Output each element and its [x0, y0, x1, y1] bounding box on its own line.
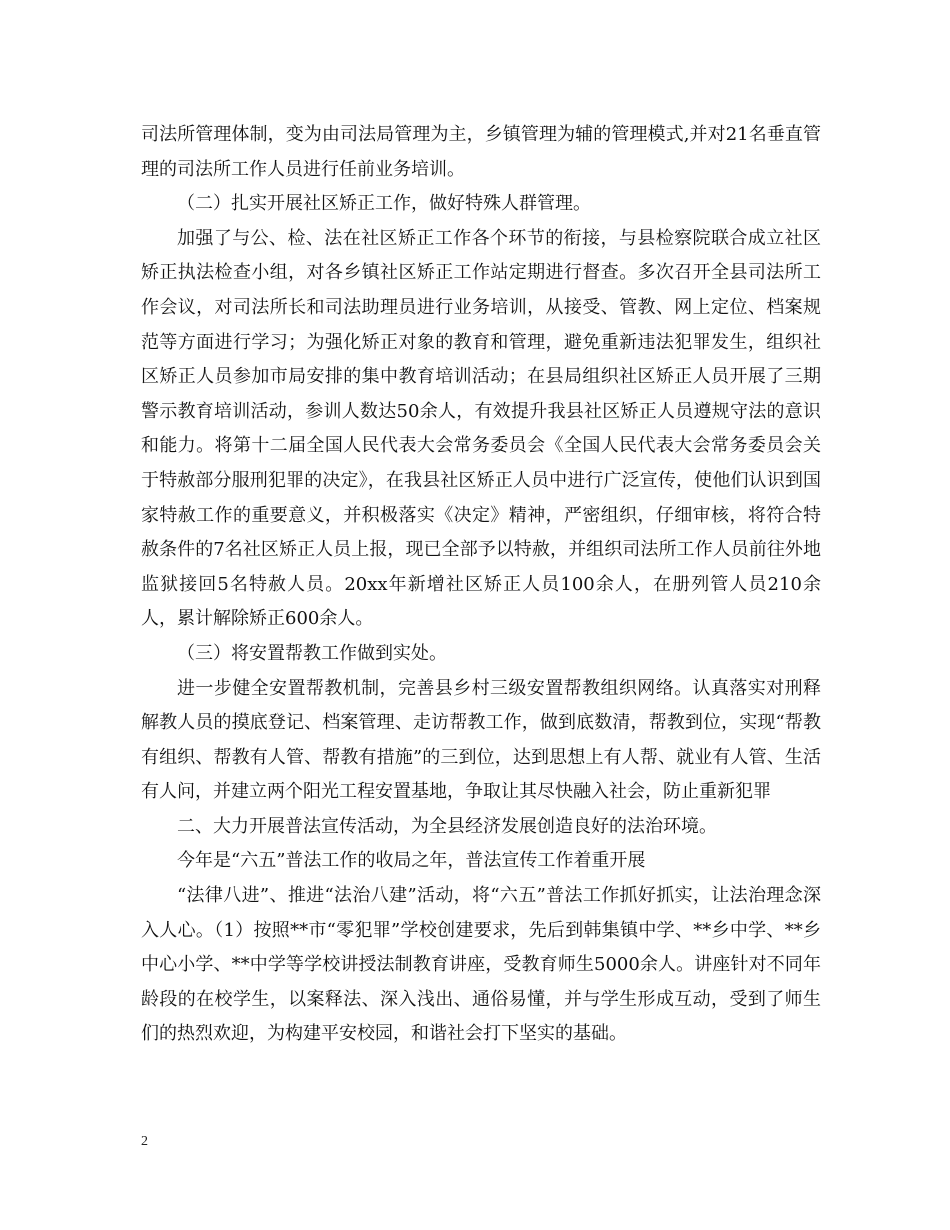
paragraph-2-heading: （二）扎实开展社区矫正工作，做好特殊人群管理。 — [177, 193, 591, 215]
paragraph-1: 司法所管理体制，变为由司法局管理为主，乡镇管理为辅的管理模式,并对21名垂直管理的司法所工作人员进行任前业务培训。 — [141, 124, 821, 180]
paragraph-6-heading: 二、大力开展普法宣传活动，为全县经济发展创造良好的法治环境。 — [177, 815, 717, 837]
paragraph-4-heading: （三）将安置帮教工作做到实处。 — [177, 642, 447, 664]
paragraph-8: “法律八进”、推进“法治八建”活动，将“六五”普法工作抓好抓实，让法治理念深入人心。（1）按照**市“零犯罪”学校创建要求，先后到韩集镇中学、**乡中学、**乡中心小学、**中学等学校讲授法制教育讲座，受教育师生5000余人。讲座针对不同年龄段的在校学生，以案释法、深入浅出、通俗易懂，并与学生形成互动，受到了师生们的热烈欢迎，为构建平安校园，和谐社会打下坚实的基础。 — [141, 885, 821, 1045]
paragraph-3: 加强了与公、检、法在社区矫正工作各个环节的衔接，与县检察院联合成立社区矫正执法检查小组，对各乡镇社区矫正工作站定期进行督查。多次召开全县司法所工作会议，对司法所长和司法助理员进行业务培训，从接受、管教、网上定位、档案规范等方面进行学习；为强化矫正对象的教育和管理，避免重新违法犯罪发生，组织社区矫正人员参加市局安排的集中教育培训活动；在县局组织社区矫正人员开展了三期警示教育培训活动，参训人数达50余人，有效提升我县社区矫正人员遵规守法的意识和能力。将第十二届全国人民代表大会常务委员会《全国人民代表大会常务委员会关于特赦部分服刑犯罪的决定》，在我县社区矫正人员中进行广泛宣传，使他们认识到国家特赦工作的重要意义，并积极落实《决定》精神，严密组织，仔细审核，将符合特赦条件的7名社区矫正人员上报，现已全部予以特赦，并组织司法所工作人员前往外地监狱接回5名特赦人员。20xx年新增社区矫正人员100余人，在册列管人员210余人，累计解除矫正600余人。 — [141, 227, 821, 630]
paragraph-7: 今年是“六五”普法工作的收局之年，普法宣传工作着重开展 — [177, 850, 646, 872]
document-body — [141, 118, 821, 1052]
page-number: 2 — [141, 1134, 148, 1149]
paragraph-5: 进一步健全安置帮教机制，完善县乡村三级安置帮教组织网络。认真落实对刑释解教人员的摸底登记、档案管理、走访帮教工作，做到底数清，帮教到位，实现“帮教有组织、帮教有人管、帮教有措施”的三到位，达到思想上有人帮、就业有人管、生活有人问，并建立两个阳光工程安置基地，争取让其尽快融入社会，防止重新犯罪 — [141, 677, 821, 803]
